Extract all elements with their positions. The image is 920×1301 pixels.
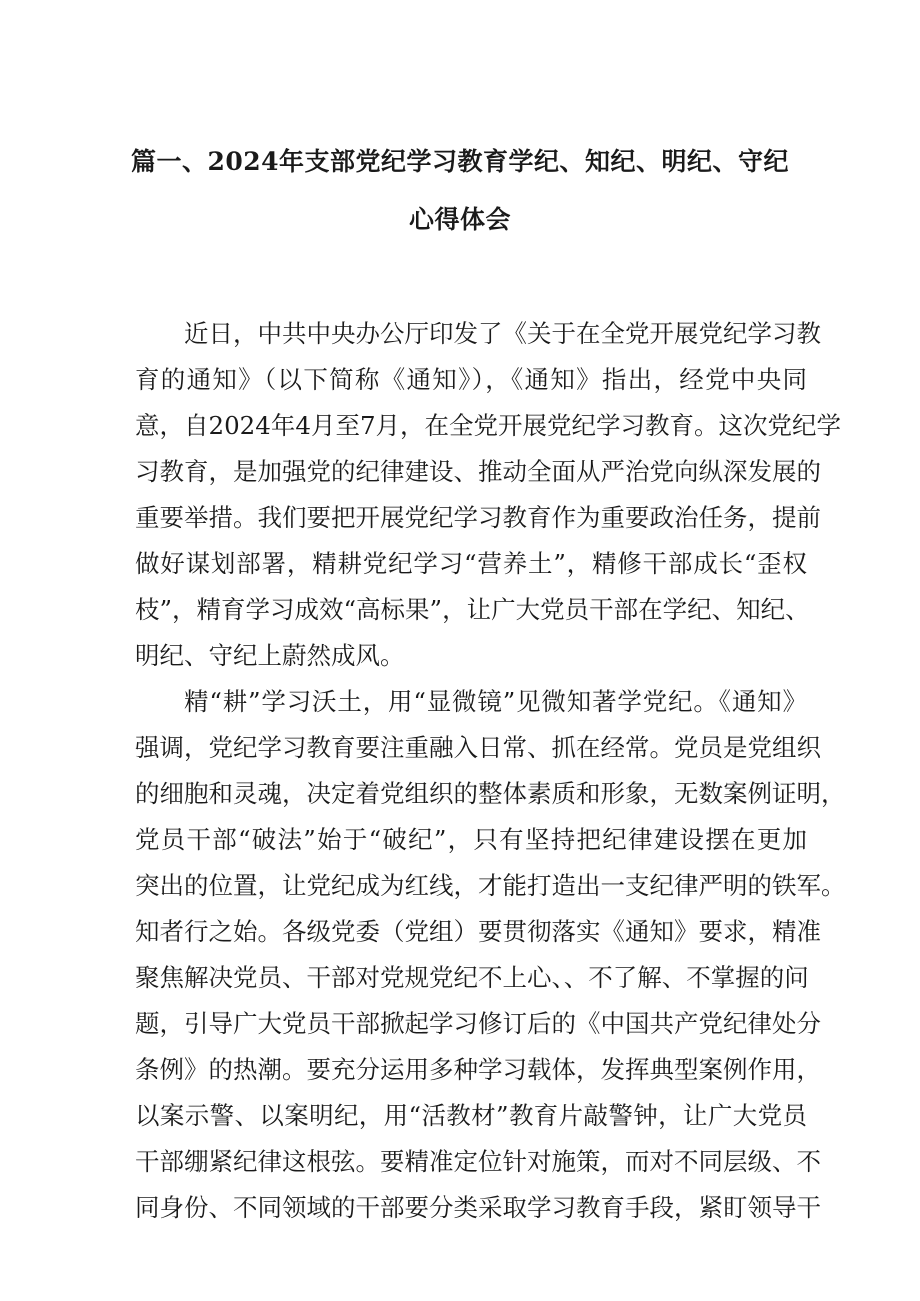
paragraph-line: 干部绷紧纪律这根弦。要精准定位针对施策，而对不同层级、不: [135, 1147, 821, 1176]
document-title-line-2: 心得体会: [408, 205, 511, 234]
paragraph-line: 明纪、守纪上蔚然成风。: [135, 641, 405, 670]
paragraph-line: 突出的位置，让党纪成为红线，才能打造出一支纪律严明的铁军。: [135, 871, 846, 900]
paragraph-line: 聚焦解决党员、干部对党规党纪不上心、、不了解、不掌握的问: [135, 963, 809, 992]
document-body: [135, 311, 846, 1231]
paragraph-line: 的细胞和灵魂，决定着党组织的整体素质和形象，无数案例证明，: [135, 779, 846, 808]
paragraph-line: 近日，中共中央办公厅印发了《关于在全党开展党纪学习教: [184, 319, 821, 348]
paragraph-line: 知者行之始。各级党委（党组）要贯彻落实《通知》要求，精准: [135, 917, 821, 946]
paragraph-line: 育的通知》（以下简称《通知》），《通知》指出，经党中央同: [135, 365, 807, 394]
paragraph-line: 条例》的热潮。要充分运用多种学习载体，发挥典型案例作用，: [135, 1055, 821, 1084]
paragraph-line: 党员干部“破法”始于“破纪”，只有坚持把纪律建设摆在更加: [135, 825, 807, 854]
paragraph-line: 习教育，是加强党的纪律建设、推动全面从严治党向纵深发展的: [135, 457, 821, 486]
document-title-line-1: 篇一、2024年支部党纪学习教育学纪、知纪、明纪、守纪: [130, 147, 790, 176]
paragraph-line: 做好谋划部署，精耕党纪学习“营养土”，精修干部成长“歪权: [135, 549, 807, 578]
paragraph-line: 以案示警、以案明纪，用“活教材”教育片敲警钟，让广大党员: [135, 1101, 807, 1130]
paragraph-2: [135, 679, 846, 1231]
paragraph-line: 重要举措。我们要把开展党纪学习教育作为重要政治任务，提前: [135, 503, 821, 532]
paragraph-line: 同身份、不同领域的干部要分类采取学习教育手段，紧盯领导干: [135, 1193, 821, 1222]
paragraph-line: 意，自2024年4月至7月，在全党开展党纪学习教育。这次党纪学: [135, 411, 842, 440]
paragraph-line: 题，引导广大党员干部掀起学习修订后的《中国共产党纪律处分: [135, 1009, 821, 1038]
paragraph-line: 精“耕”学习沃土，用“显微镜”见微知著学党纪。《通知》: [184, 687, 807, 716]
paragraph-line: 强调，党纪学习教育要注重融入日常、抓在经常。党员是党组织: [135, 733, 821, 762]
paragraph-line: 枝”，精育学习成效“高标果”，让广大党员干部在学纪、知纪、: [135, 595, 810, 624]
paragraph-1: [135, 311, 842, 679]
